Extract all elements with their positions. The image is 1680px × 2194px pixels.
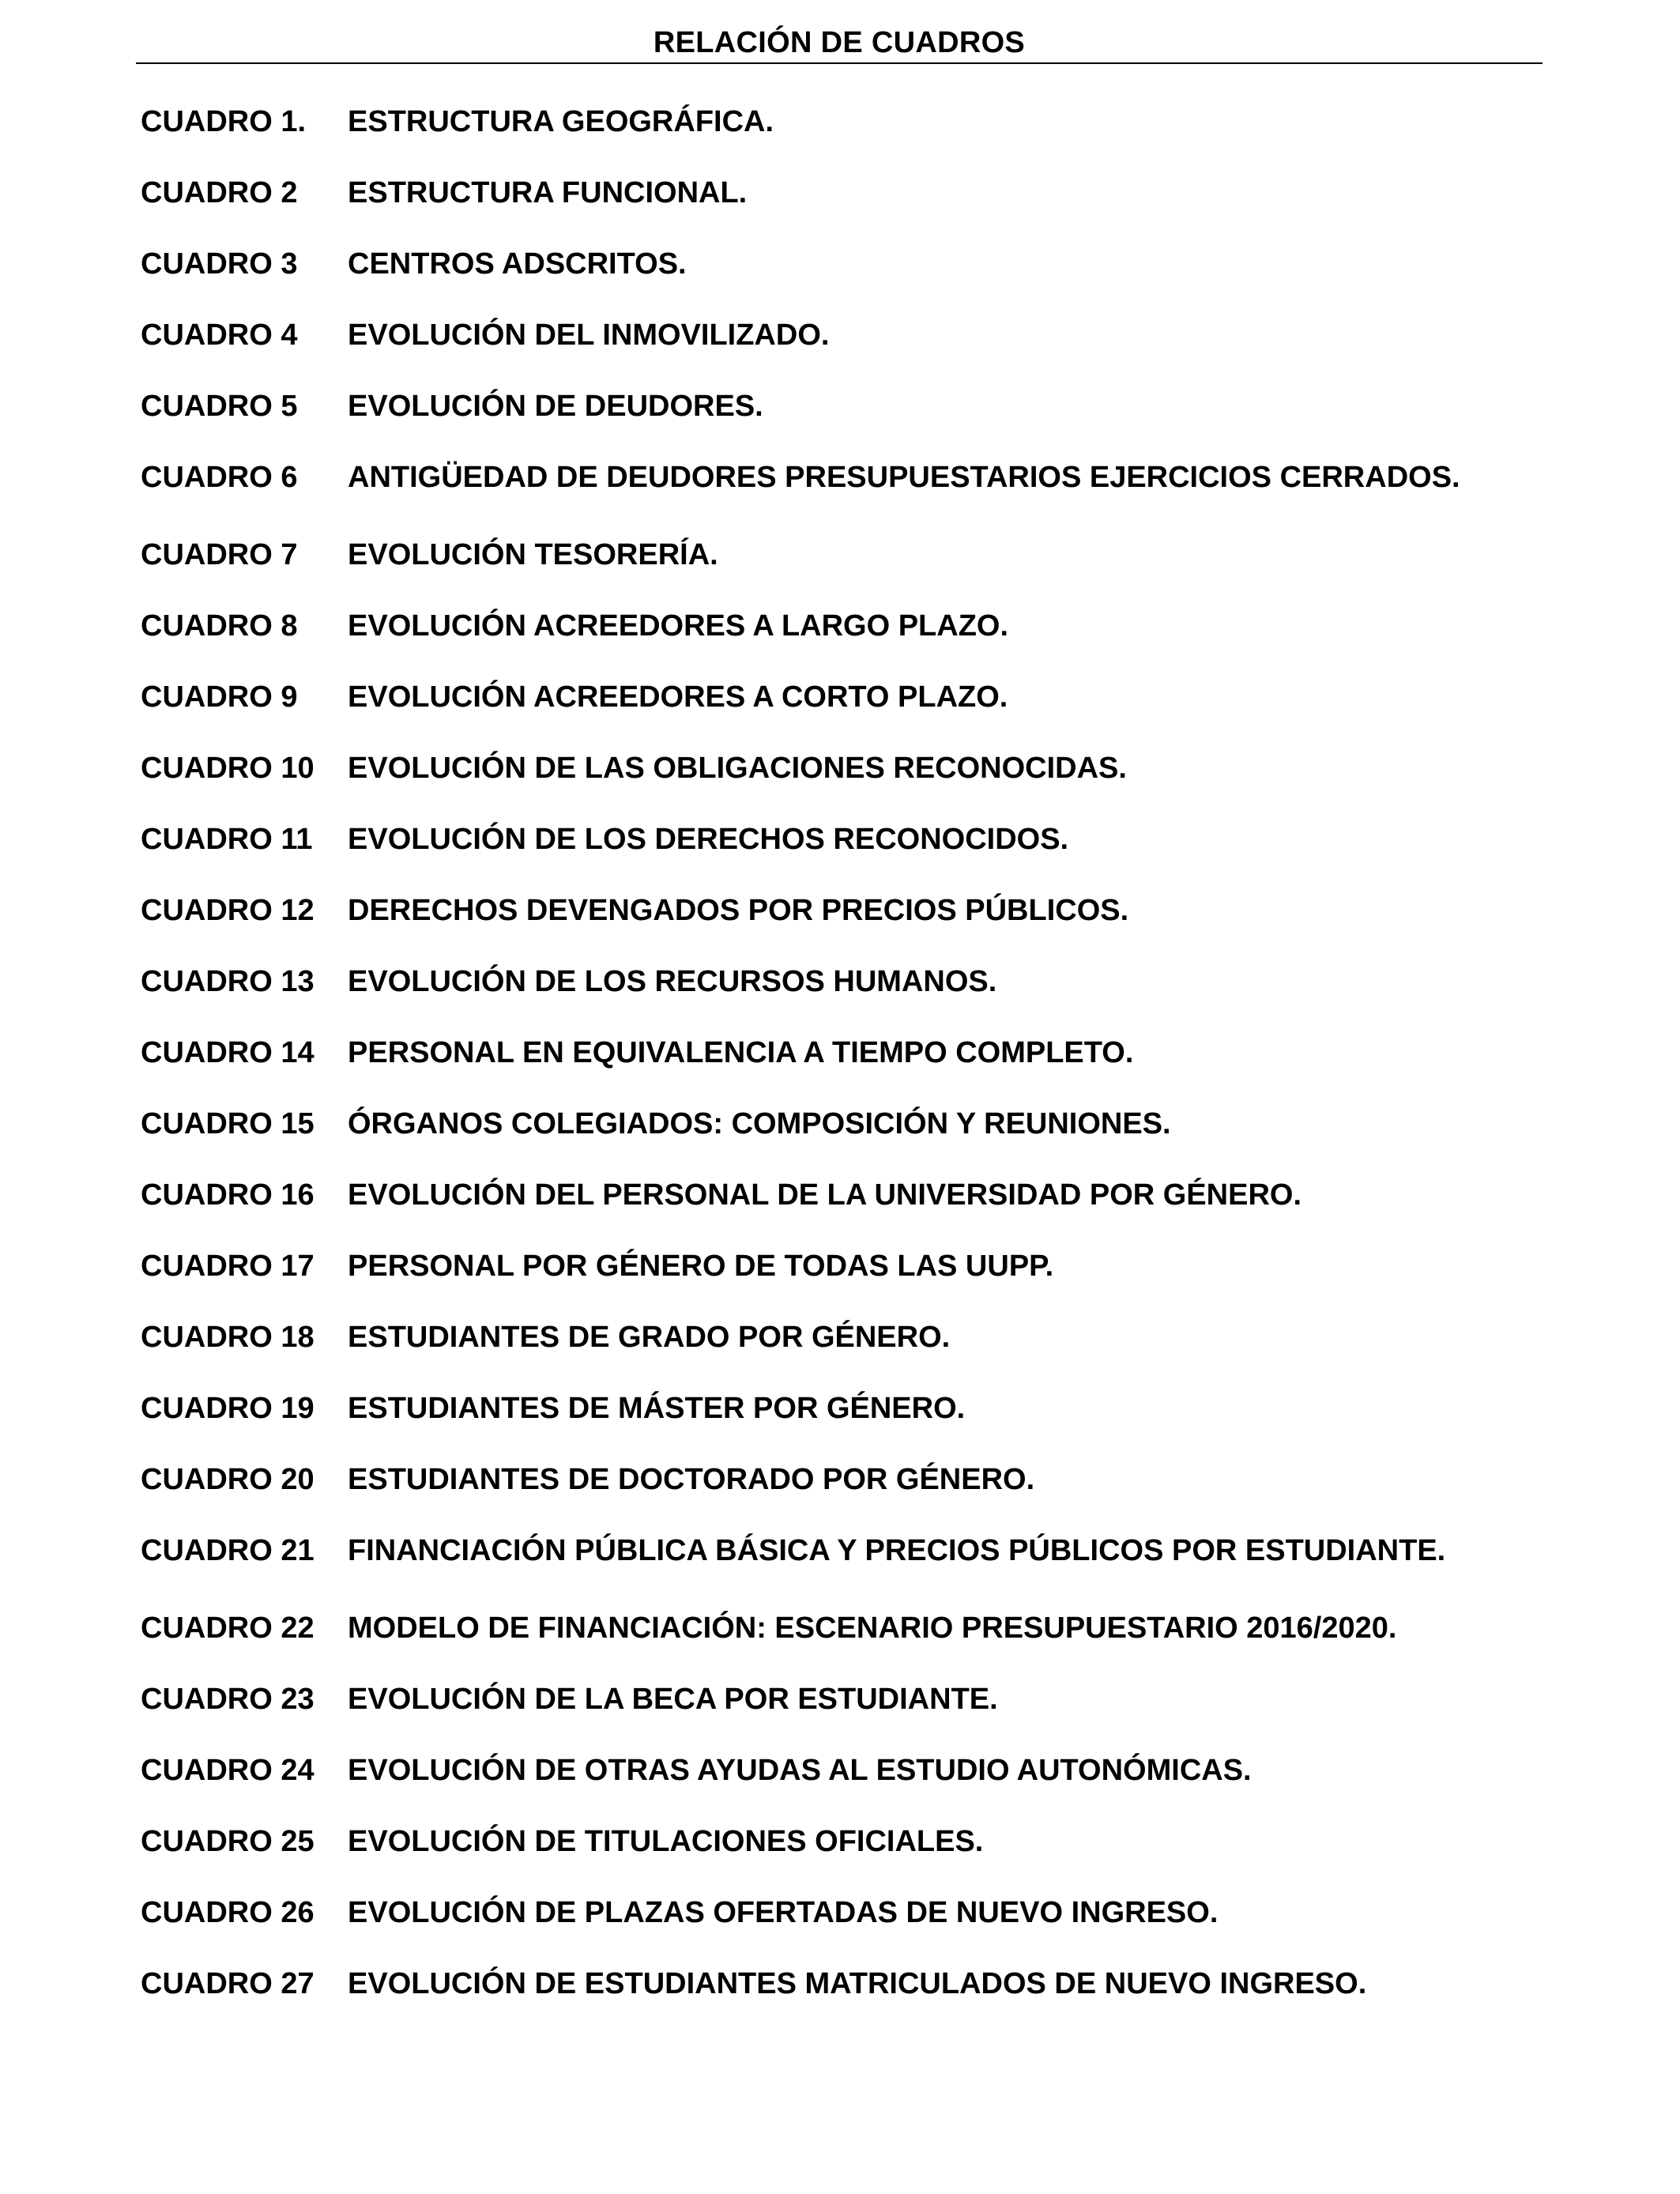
entry-title: EVOLUCIÓN DE TITULACIONES OFICIALES. bbox=[348, 1825, 984, 1858]
entry-label: CUADRO 5 bbox=[141, 390, 298, 423]
list-item bbox=[141, 604, 1500, 648]
entry-label: CUADRO 19 bbox=[141, 1392, 315, 1425]
list-item bbox=[141, 1031, 1500, 1075]
list-item bbox=[141, 1244, 1500, 1288]
entry-title: EVOLUCIÓN DEL INMOVILIZADO. bbox=[348, 319, 830, 352]
entry-label: CUADRO 15 bbox=[141, 1107, 315, 1140]
list-item bbox=[141, 1315, 1500, 1359]
entry-label: CUADRO 27 bbox=[141, 1967, 315, 2000]
entry-title: EVOLUCIÓN DE LA BECA POR ESTUDIANTE. bbox=[348, 1683, 998, 1716]
list-item bbox=[141, 242, 1500, 286]
list-item bbox=[141, 1891, 1500, 1935]
entry-title: PERSONAL POR GÉNERO DE TODAS LAS UUPP. bbox=[348, 1250, 1054, 1283]
entry-label: CUADRO 22 bbox=[141, 1612, 315, 1645]
entry-label: CUADRO 14 bbox=[141, 1036, 315, 1069]
list-item bbox=[141, 1677, 1500, 1721]
list-item bbox=[141, 1819, 1500, 1864]
entry-label: CUADRO 20 bbox=[141, 1463, 315, 1496]
entry-title: EVOLUCIÓN DE LOS RECURSOS HUMANOS. bbox=[348, 965, 997, 998]
list-item bbox=[141, 1173, 1500, 1217]
list-item bbox=[141, 1606, 1500, 1650]
entry-label: CUADRO 1. bbox=[141, 105, 307, 138]
entry-title: CENTROS ADSCRITOS. bbox=[348, 247, 687, 281]
list-item bbox=[141, 313, 1500, 357]
entry-label: CUADRO 24 bbox=[141, 1754, 315, 1787]
entry-label: CUADRO 3 bbox=[141, 247, 298, 281]
entry-title: EVOLUCIÓN DE ESTUDIANTES MATRICULADOS DE NUEVO INGRESO. bbox=[348, 1967, 1367, 2000]
entry-title: ESTRUCTURA GEOGRÁFICA. bbox=[348, 105, 774, 138]
entry-title: ANTIGÜEDAD DE DEUDORES PRESUPUESTARIOS EJERCICIOS CERRADOS. bbox=[348, 461, 1460, 494]
entry-label: CUADRO 2 bbox=[141, 176, 298, 209]
entry-title: ESTUDIANTES DE GRADO POR GÉNERO. bbox=[348, 1321, 951, 1354]
entry-label: CUADRO 12 bbox=[141, 894, 315, 927]
entry-label: CUADRO 8 bbox=[141, 609, 298, 643]
entry-label: CUADRO 16 bbox=[141, 1178, 315, 1212]
entry-title: DERECHOS DEVENGADOS POR PRECIOS PÚBLICOS. bbox=[348, 894, 1129, 927]
list-item bbox=[141, 171, 1500, 215]
entry-title: ÓRGANOS COLEGIADOS: COMPOSICIÓN Y REUNIONES. bbox=[348, 1107, 1171, 1140]
list-item bbox=[141, 384, 1500, 428]
entry-title: ESTUDIANTES DE DOCTORADO POR GÉNERO. bbox=[348, 1463, 1035, 1496]
entry-title: EVOLUCIÓN DE PLAZAS OFERTADAS DE NUEVO INGRESO. bbox=[348, 1896, 1219, 1929]
list-item bbox=[141, 959, 1500, 1004]
entry-title: EVOLUCIÓN DE LAS OBLIGACIONES RECONOCIDAS. bbox=[348, 752, 1127, 785]
entry-label: CUADRO 9 bbox=[141, 680, 298, 714]
entry-title: ESTRUCTURA FUNCIONAL. bbox=[348, 176, 748, 209]
entry-title: EVOLUCIÓN DE OTRAS AYUDAS AL ESTUDIO AUTONÓMICAS. bbox=[348, 1754, 1252, 1787]
page-title: RELACIÓN DE CUADROS bbox=[653, 26, 1026, 59]
entry-title: EVOLUCIÓN DE DEUDORES. bbox=[348, 390, 763, 423]
entry-title: EVOLUCIÓN ACREEDORES A CORTO PLAZO. bbox=[348, 680, 1008, 714]
list-item bbox=[141, 746, 1500, 790]
entry-title: PERSONAL EN EQUIVALENCIA A TIEMPO COMPLETO. bbox=[348, 1036, 1134, 1069]
entry-label: CUADRO 13 bbox=[141, 965, 315, 998]
entry-title: EVOLUCIÓN ACREEDORES A LARGO PLAZO. bbox=[348, 609, 1009, 643]
list-item bbox=[141, 1962, 1500, 2006]
entry-label: CUADRO 23 bbox=[141, 1683, 315, 1716]
entry-label: CUADRO 18 bbox=[141, 1321, 315, 1354]
list-item bbox=[141, 100, 1500, 144]
entry-label: CUADRO 7 bbox=[141, 538, 298, 571]
entry-title: EVOLUCIÓN DE LOS DERECHOS RECONOCIDOS. bbox=[348, 823, 1069, 856]
list-item bbox=[141, 1457, 1500, 1502]
list-item bbox=[141, 675, 1500, 719]
list-item bbox=[141, 455, 1500, 506]
entry-title: EVOLUCIÓN DEL PERSONAL DE LA UNIVERSIDAD POR GÉNERO. bbox=[348, 1178, 1302, 1212]
entry-label: CUADRO 10 bbox=[141, 752, 315, 785]
list-item bbox=[141, 1386, 1500, 1431]
entry-title: FINANCIACIÓN PÚBLICA BÁSICA Y PRECIOS PÚBLICOS POR ESTUDIANTE. bbox=[348, 1534, 1446, 1567]
entry-label: CUADRO 6 bbox=[141, 461, 298, 494]
list-item bbox=[141, 533, 1500, 577]
list-item bbox=[141, 1529, 1500, 1579]
title-underline bbox=[136, 62, 1543, 64]
entry-label: CUADRO 26 bbox=[141, 1896, 315, 1929]
entry-label: CUADRO 17 bbox=[141, 1250, 315, 1283]
entry-label: CUADRO 4 bbox=[141, 319, 298, 352]
entry-label: CUADRO 11 bbox=[141, 823, 313, 856]
entry-title: EVOLUCIÓN TESORERÍA. bbox=[348, 538, 718, 571]
entry-title: ESTUDIANTES DE MÁSTER POR GÉNERO. bbox=[348, 1392, 966, 1425]
list-item bbox=[141, 1748, 1500, 1793]
entry-label: CUADRO 21 bbox=[141, 1534, 315, 1567]
table-list bbox=[141, 100, 1500, 2033]
entry-title: MODELO DE FINANCIACIÓN: ESCENARIO PRESUPUESTARIO 2016/2020. bbox=[348, 1612, 1397, 1645]
entry-label: CUADRO 25 bbox=[141, 1825, 315, 1858]
list-item bbox=[141, 1102, 1500, 1146]
list-item bbox=[141, 817, 1500, 861]
list-item bbox=[141, 888, 1500, 933]
